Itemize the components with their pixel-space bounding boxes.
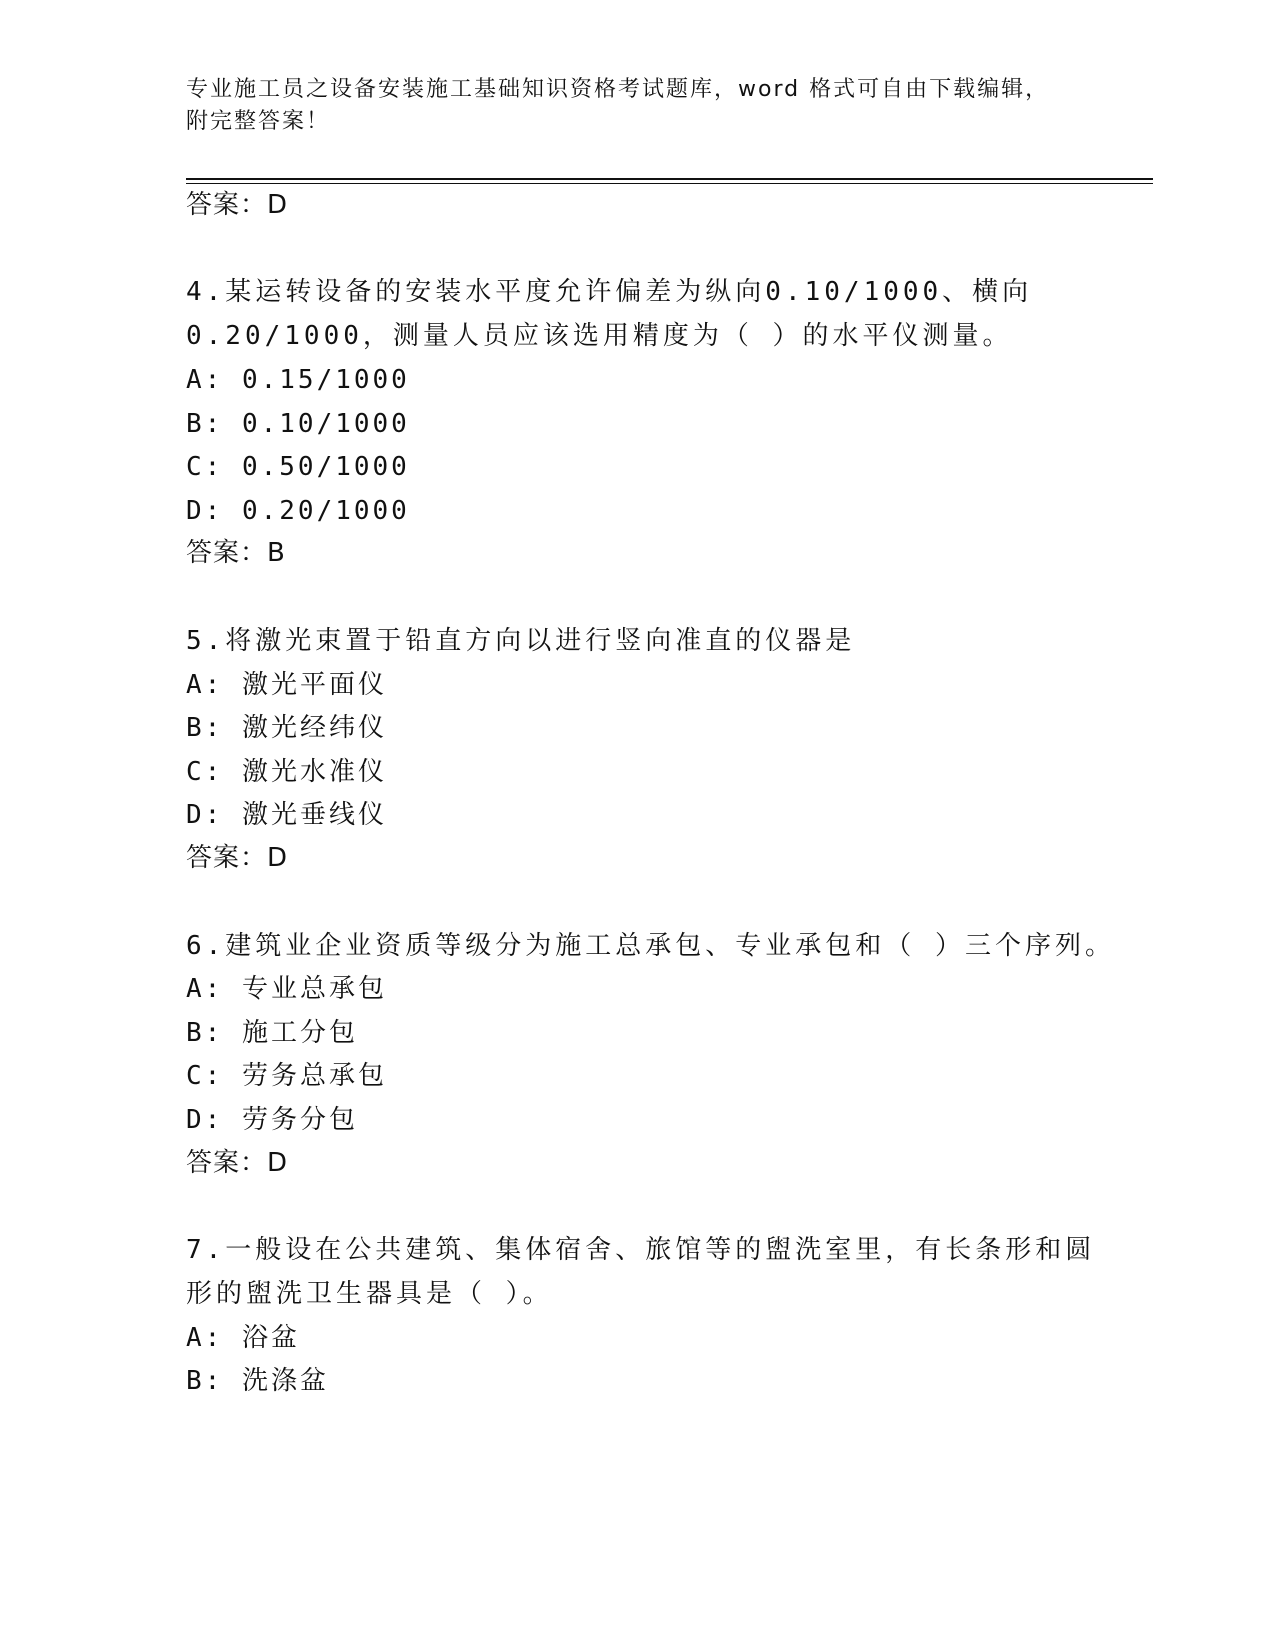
question-4-line-2: 0.20/1000，测量人员应该选用精度为（ ）的水平仪测量。 [186,321,1013,351]
question-7-option-b: B: 洗涤盆 [186,1366,329,1396]
previous-answer: 答案：D [186,190,289,220]
question-6-option-c: C: 劳务总承包 [186,1061,387,1091]
header-line-1: 专业施工员之设备安装施工基础知识资格考试题库，word 格式可自由下载编辑， [186,77,1050,102]
question-5-option-c: C: 激光水准仪 [186,757,387,787]
question-7-line-2: 形的盥洗卫生器具是（ ）。 [186,1279,553,1309]
question-4-option-c: C: 0.50/1000 [186,452,410,482]
header-rule-thick [186,178,1153,180]
question-6-option-d: D: 劳务分包 [186,1105,358,1135]
question-5-line-1: 5.将激光束置于铅直方向以进行竖向准直的仪器是 [186,626,856,656]
question-5-option-a: A: 激光平面仪 [186,670,387,700]
question-4-answer: 答案：B [186,538,286,568]
header-line-2: 附完整答案！ [186,109,331,134]
question-5-answer: 答案：D [186,843,289,873]
question-4-line-1: 4.某运转设备的安装水平度允许偏差为纵向0.10/1000、横向 [186,277,1033,307]
question-6-line-1: 6.建筑业企业资质等级分为施工总承包、专业承包和（ ）三个序列。 [186,931,1115,961]
header-rule-thin [186,183,1153,184]
question-6-option-b: B: 施工分包 [186,1018,358,1048]
question-6-answer: 答案：D [186,1148,289,1178]
question-7-line-1: 7.一般设在公共建筑、集体宿舍、旅馆等的盥洗室里，有长条形和圆 [186,1235,1096,1265]
question-5-option-d: D: 激光垂线仪 [186,800,387,830]
question-4-option-b: B: 0.10/1000 [186,409,410,439]
question-7-option-a: A: 浴盆 [186,1323,300,1353]
question-6-option-a: A: 专业总承包 [186,974,387,1004]
question-4-option-a: A: 0.15/1000 [186,365,410,395]
question-5-option-b: B: 激光经纬仪 [186,713,387,743]
question-4-option-d: D: 0.20/1000 [186,496,410,526]
document-header [186,74,1066,138]
